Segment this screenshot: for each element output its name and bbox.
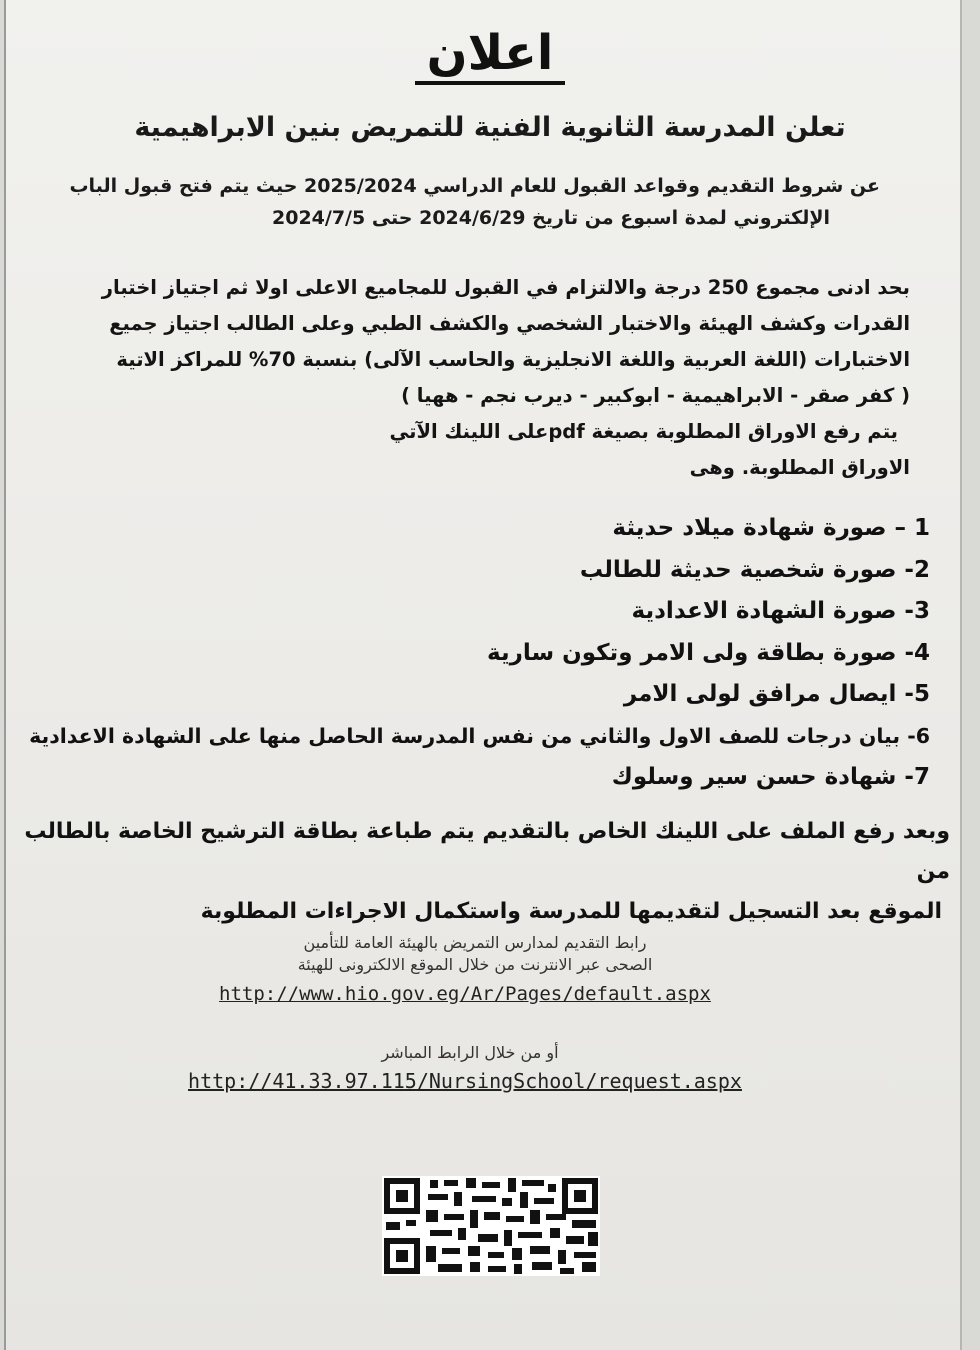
condition-line: القدرات وكشف الهيئة والاختبار الشخصي والكشف الطبي وعلى الطالب اجتياز جميع xyxy=(109,312,910,335)
document-item: 3- صورة الشهادة الاعدادية xyxy=(631,598,930,624)
document-item: 7- شهادة حسن سير وسلوك xyxy=(611,764,930,790)
intro-paragraph xyxy=(50,170,880,234)
document-item: 4- صورة بطاقة ولى الامر وتكون سارية xyxy=(487,639,930,666)
condition-line: الاختبارات (اللغة العربية واللغة الانجليزية والحاسب الآلى) بنسبة 70% للمراكز الاتية xyxy=(116,348,910,371)
closing-line: وبعد رفع الملف على اللينك الخاص بالتقديم يتم طباعة بطاقة الترشيح الخاصة بالطالب من xyxy=(24,819,950,884)
hio-website-link[interactable]: http://www.hio.gov.eg/Ar/Pages/default.aspx xyxy=(219,983,711,1005)
apply-instructions xyxy=(130,932,820,976)
condition-line: الاوراق المطلوبة. وهى xyxy=(689,456,910,479)
notice-title xyxy=(0,22,980,84)
closing-paragraph xyxy=(20,812,950,932)
required-documents-list xyxy=(29,508,930,799)
condition-line: ( كفر صقر - الابراهيمية - ابوكبير - ديرب نجم - ههيا ) xyxy=(401,384,910,407)
qr-code-icon[interactable] xyxy=(382,1176,600,1276)
document-item: 6- بيان درجات للصف الاول والثاني من نفس المدرسة الحاصل منها على الشهادة الاعدادية xyxy=(29,723,930,748)
nursing-school-request-link[interactable]: http://41.33.97.115/NursingSchool/request.aspx xyxy=(188,1069,742,1093)
notice-title-text: اعلان xyxy=(415,25,566,85)
conditions-paragraph xyxy=(30,270,910,486)
document-item: 2- صورة شخصية حديثة للطالب xyxy=(579,556,930,583)
apply-line: رابط التقديم لمدارس التمريض بالهيئة العامة للتأمين xyxy=(303,933,647,952)
intro-line: الإلكتروني لمدة اسبوع من تاريخ 2024/6/29 حتى 2024/7/5 xyxy=(272,207,830,229)
document-item: 5- ايصال مرافق لولى الامر xyxy=(623,681,930,707)
intro-line: عن شروط التقديم وقواعد القبول للعام الدراسي 2025/2024 حيث يتم فتح قبول الباب xyxy=(69,175,880,197)
closing-line: الموقع بعد التسجيل لتقديمها للمدرسة واستكمال الاجراءات المطلوبة xyxy=(200,899,942,924)
apply-line: الصحى عبر الانترنت من خلال الموقع الالكترونى للهيئة xyxy=(297,955,653,974)
notice-subtitle: تعلن المدرسة الثانوية الفنية للتمريض بنين الابراهيمية xyxy=(134,112,846,143)
document-item: 1 – صورة شهادة ميلاد حديثة xyxy=(612,515,930,541)
condition-line: يتم رفع الاوراق المطلوبة بصيغة pdfعلى اللينك الآتي xyxy=(389,420,898,443)
condition-line: بحد ادنى مجموع 250 درجة والالتزام في القبول للمجاميع الاعلى اولا ثم اجتياز اختبار xyxy=(101,276,910,299)
direct-link-label: أو من خلال الرابط المباشر xyxy=(381,1043,559,1062)
